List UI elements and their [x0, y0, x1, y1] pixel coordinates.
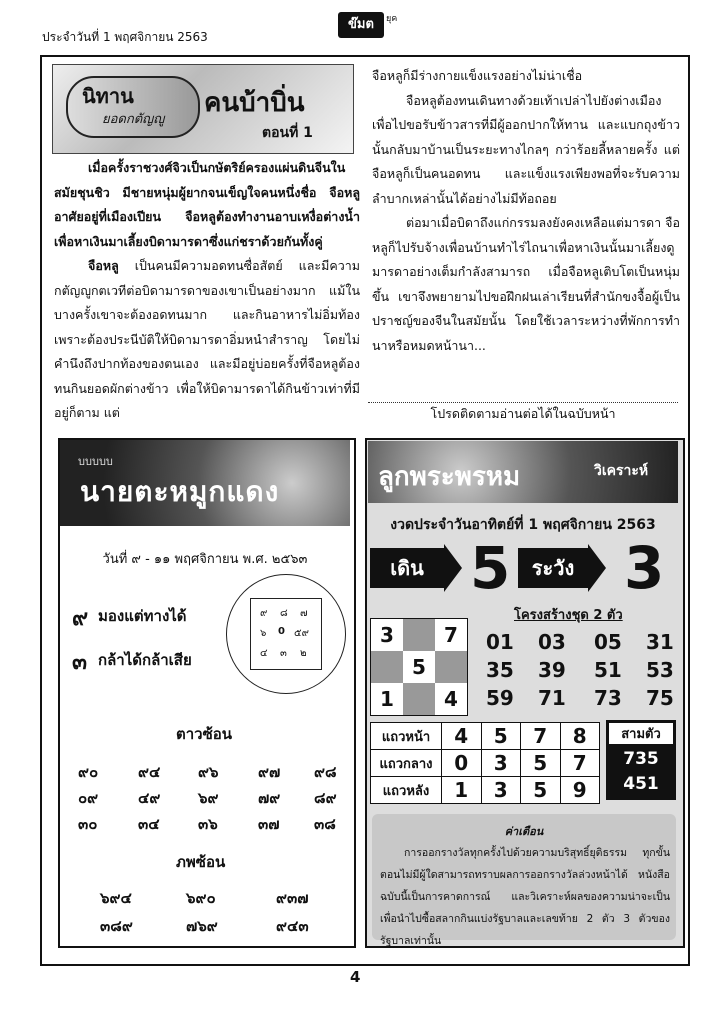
lap-row [100, 914, 330, 934]
table-row [371, 723, 600, 750]
number-grid [370, 618, 468, 716]
row-number: 7 [521, 723, 561, 750]
pair-number: 39 [538, 658, 566, 682]
pair-number: 35 [486, 658, 514, 682]
taw-number: ๙๘ [314, 763, 337, 781]
astro-cell: ๗ [300, 608, 308, 619]
pair-number: 53 [646, 658, 674, 682]
grid-cell-blank [435, 651, 467, 683]
pair-number: 03 [538, 630, 566, 654]
row-number: 0 [442, 750, 482, 777]
taw-number: ๗๙ [258, 789, 281, 807]
logo-side-text: ยุค [386, 14, 398, 24]
magazine-logo: ข๊มต [338, 12, 384, 38]
taw-number: ๙๗ [258, 763, 281, 781]
astro-cell: ๕๙ [294, 628, 309, 639]
taw-number: ๙๐ [78, 763, 99, 781]
lap-number: ๖๙๐ [186, 889, 216, 907]
series-title: นิทาน [82, 84, 134, 108]
three-digit-label: สามตัว [608, 722, 674, 745]
three-digit-value: 451 [623, 774, 659, 794]
structure-label: โครงสร้างชุด 2 ตัว [514, 608, 623, 623]
story-text: เป็นคนมีความอดทนซื่อสัตย์ และมีความกตัญญูกตเวทีต่อบิดามารดาของเขาเป็นอย่างมาก แม้ในบางครั้งเขาจะต้องอดทนมาก และกินอาหารไม่อิ่มท้อง เพราะต้องประนีบัติให้บิดามารดาอิ่มหนำสำราญ โดยไม่คำนึงถึงปากท้องของตนเอง และมีอยู่บ่อยครั้งที่จือหลูต้องทนกินยอดผักต่างข้าว เพื่อให้บิดามารดาได้กินข้าวเท่าที่มีอยู่ก็ตาม แต่ [54, 258, 360, 420]
astro-cell: ๖ [260, 628, 267, 639]
pair-numbers [486, 630, 676, 714]
grid-cell: 5 [403, 651, 435, 683]
astro-cell: ๒ [300, 648, 307, 659]
pair-number: 75 [646, 686, 674, 710]
right-box-title: ลูกพระพรหม [378, 462, 521, 492]
taw-number: ๖๙ [198, 789, 219, 807]
row-number: 9 [560, 777, 600, 804]
left-box-date: วันที่ ๙ - ๑๑ พฤศจิกายน พ.ศ. ๒๕๖๓ [102, 552, 308, 567]
astro-center: 0 [278, 626, 285, 637]
taw-title: ตาวซ้อน [176, 725, 233, 743]
taw-number: ๙๔ [138, 763, 161, 781]
astro-cell: ๘ [280, 608, 288, 619]
lap-number: ๖๙๔ [100, 889, 132, 907]
taw-number: ๓๗ [258, 815, 280, 833]
episode-label: ตอนที่ 1 [262, 125, 313, 141]
prediction-text: กล้าได้กล้าเสีย [98, 651, 192, 669]
grid-cell: 3 [371, 619, 403, 651]
pair-number: 59 [486, 686, 514, 710]
character-name: จือหลู [88, 258, 119, 273]
grid-cell: 4 [435, 683, 467, 715]
taw-row [78, 812, 338, 832]
right-box-subtitle: วิเคราะห์ [594, 463, 649, 479]
prediction-text: มองแต่ทางได้ [98, 607, 187, 625]
prediction-number: ๙ [72, 606, 89, 631]
issue-date: ประจำวันที่ 1 พฤศจิกายน 2563 [42, 30, 208, 44]
astrology-cells [258, 606, 312, 660]
row-label: แถวหน้า [371, 723, 442, 750]
warning-text: การออกรางวัลทุกครั้งไปด้วยความบริสุทธิ์ยุติธรรม ทุกขั้นตอนไม่มีผู้ใดสามารถทราบผลการออกรางวัลล่วงหน้าได้ หนังสือฉบับนี้เป็นการคาดการณ์ และวิเคราะห์ผลของความน่าจะเป็น เพื่อนำไปซื้อสลากกินแบ่งรัฐบาลและเลขท้าย 2 ตัว 3 ตัวของรัฐบาลเท่านั้น [380, 847, 670, 947]
taw-number: ๓๘ [314, 815, 336, 833]
astro-cell: ๓ [280, 648, 287, 659]
left-box-title: นายตะหมูกแดง [80, 475, 280, 508]
prediction-number: ๓ [72, 650, 88, 675]
row-number: 8 [560, 723, 600, 750]
pair-number: 71 [538, 686, 566, 710]
story-paragraph: เมื่อครั้งราชวงศ์จิวเป็นกษัตริย์ครองแผ่นดินจีนในสมัยชุนชิว มีชายหนุ่มผู้ยากจนเข็ญใจคนหนึ่งชื่อ จือหลู อาศัยอยู่ที่เมืองเปียน จือหลูต้องทำงานอาบเหงื่อต่างน้ำเพื่อหาเงินมาเลี้ยงบิดามารดาซึ่งแก่ชราด้วยกันทั้งคู่ [54, 160, 360, 249]
story-paragraph [54, 254, 360, 426]
lap-number: ๗๖๙ [186, 917, 218, 935]
lap-row [100, 886, 330, 906]
lap-number: ๓๘๙ [100, 917, 133, 935]
taw-number: ๓๐ [78, 815, 98, 833]
taw-number: ๓๖ [198, 815, 218, 833]
taw-number: ๐๙ [78, 789, 99, 807]
grid-cell-blank [371, 651, 403, 683]
draw-date: งวดประจำวันอาทิตย์ที่ 1 พฤศจิกายน 2563 [390, 517, 656, 533]
rawang-label: ระวัง [518, 548, 588, 588]
warning-title: ค่าเตือน [504, 825, 544, 838]
taw-row [78, 760, 338, 780]
pair-number: 73 [594, 686, 622, 710]
pair-number: 05 [594, 630, 622, 654]
divider [368, 402, 678, 403]
story-paragraph: จือหลูก็มีร่างกายแข็งแรงอย่างไม่น่าเชื่อ [372, 68, 583, 83]
grid-cell-blank [403, 683, 435, 715]
grid-cell-blank [403, 619, 435, 651]
taw-number: ๘๙ [314, 789, 337, 807]
astro-cell: ๔ [260, 648, 268, 659]
doen-arrow-icon [444, 544, 462, 592]
page-number: 4 [350, 968, 361, 986]
rows-table [370, 722, 600, 804]
row-number: 1 [442, 777, 482, 804]
row-number: 3 [481, 750, 521, 777]
three-digit-box [606, 720, 676, 800]
story-column-right [372, 64, 680, 358]
lap-title: ภพซ้อน [176, 853, 226, 871]
row-number: 7 [560, 750, 600, 777]
story-paragraph: จือหลูต้องทนเดินทางด้วยเท้าเปล่าไปยังต่างเมืองเพื่อไปขอรับข้าวสารที่มีผู้ออกปากให้ทาน และแบกถุงข้าวนั้นกลับมาบ้านเป็นระยะทางไกลๆ กว่าร้อยลี้หลายครั้ง แต่จือหลูก็เป็นคนอดทน และแข็งแรงเพียงพอที่จะรับความลำบากเหล่านั้นได้อย่างไม่มีท้อถอย [372, 92, 680, 206]
row-number: 3 [481, 777, 521, 804]
pair-number: 31 [646, 630, 674, 654]
taw-row [78, 786, 338, 806]
row-label: แถวหลัง [371, 777, 442, 804]
continue-notice: โปรดติดตามอ่านต่อได้ในฉบับหน้า [430, 406, 616, 421]
taw-number: ๓๔ [138, 815, 160, 833]
taw-number: ๔๙ [138, 789, 161, 807]
story-title: คนบ้าบิ่น [204, 88, 305, 118]
doen-label: เดิน [370, 548, 444, 588]
lap-number: ๙๓๗ [276, 889, 309, 907]
taw-number: ๙๖ [198, 763, 219, 781]
left-box-subtitle: บบบบบ [78, 455, 113, 468]
row-number: 5 [481, 723, 521, 750]
story-column-left [54, 156, 360, 426]
three-digit-value: 735 [623, 749, 659, 769]
row-number: 4 [442, 723, 482, 750]
table-row [371, 750, 600, 777]
row-number: 5 [521, 777, 561, 804]
series-subtitle: ยอดกตัญญู [102, 112, 165, 127]
rawang-number: 3 [624, 534, 665, 602]
pair-number: 01 [486, 630, 514, 654]
table-row [371, 777, 600, 804]
row-label: แถวกลาง [371, 750, 442, 777]
story-paragraph: ต่อมาเมื่อบิดาถึงแก่กรรมลงยังคงเหลือแต่มารดา จือหลูก็ไปรับจ้างเพื่อนบ้านทำไร่ไถนาเพื่อหาเงินนั้นมาเลี้ยงดูมารดาอย่างเต็มกำลังสามารถ เมื่อจือหลูเติบโตเป็นหนุ่มขึ้น เขาจึงพยายามไปขอฝึกฝนเล่าเรียนที่สำนักขงจื้อผู้เป็นปราชญ์ของจีนในสมัยนั้น โดยใช้เวลาระหว่างที่พักการทำนาหรือหมดหน้านา... [372, 215, 680, 353]
row-number: 5 [521, 750, 561, 777]
grid-cell: 1 [371, 683, 403, 715]
pair-number: 51 [594, 658, 622, 682]
rawang-arrow-icon [588, 544, 606, 592]
grid-cell: 7 [435, 619, 467, 651]
lap-number: ๙๔๓ [276, 917, 309, 935]
astro-cell: ๙ [260, 608, 268, 619]
doen-number: 5 [470, 534, 511, 602]
